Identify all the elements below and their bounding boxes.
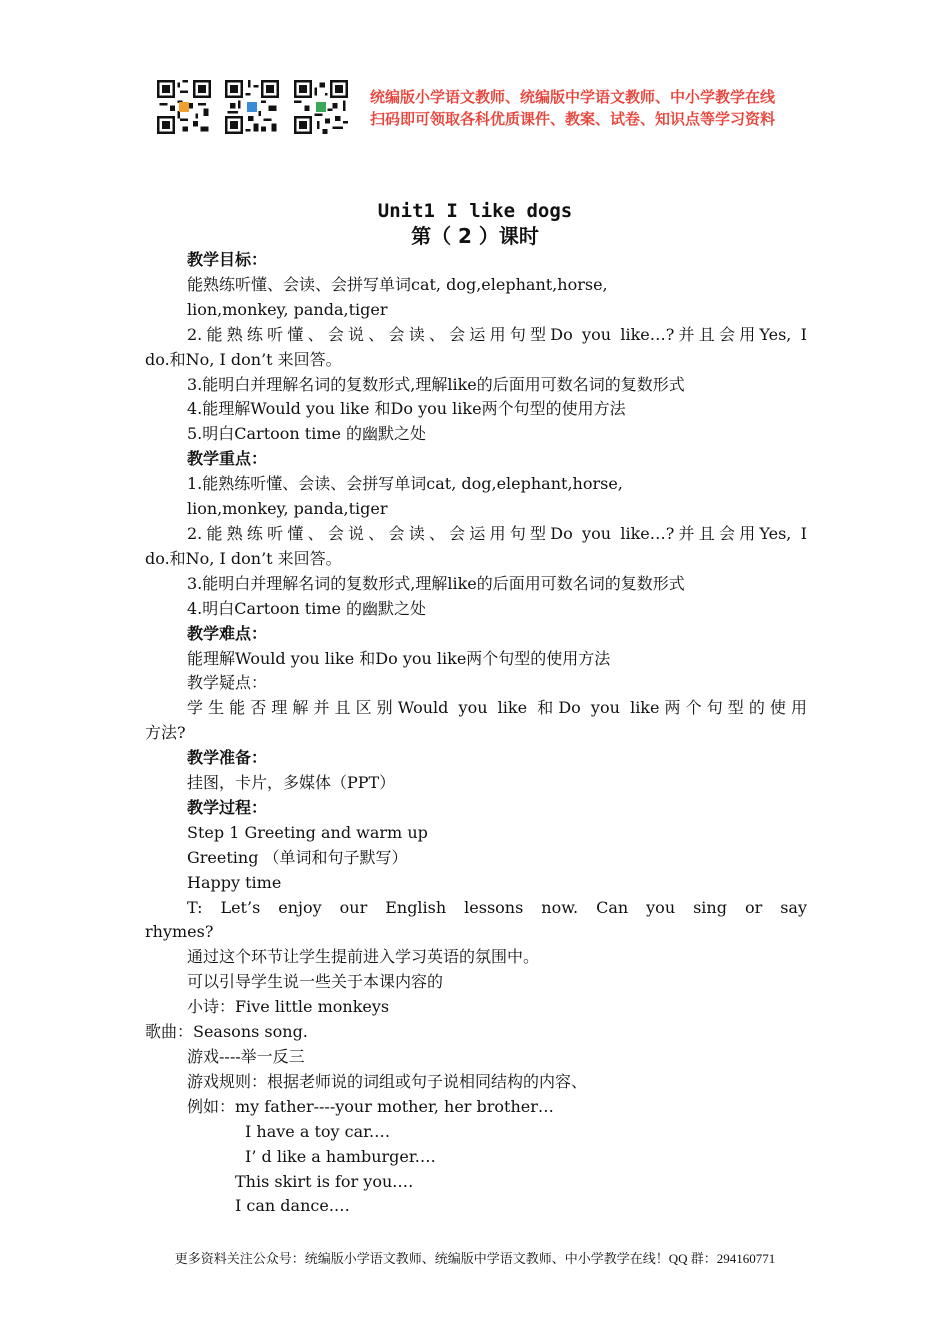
text-line: 4.能理解Would you like 和Do you like两个句型的使用方法	[187, 399, 626, 419]
text-line: 2.能熟练听懂、会说、会读、会运用句型Do you like…?并且会用Yes, I	[187, 324, 807, 344]
text-line: Happy time	[187, 872, 282, 892]
text-line: 3.能明白并理解名词的复数形式,理解like的后面用可数名词的复数形式	[187, 374, 685, 394]
text-line: 游戏规则：根据老师说的词组或句子说相同结构的内容、	[187, 1071, 588, 1091]
page-subtitle: 第（ 2 ）课时	[411, 224, 539, 248]
page-title: Unit1 I like dogs	[377, 200, 573, 222]
text-line: 2.能熟练听懂、会说、会读、会运用句型Do you like…?并且会用Yes, I	[187, 523, 807, 543]
text-line: 1.能熟练听懂、会读、会拼写单词cat, dog,elephant,horse,	[187, 474, 623, 494]
text-line: rhymes?	[145, 922, 214, 942]
text-line: 4.明白Cartoon time 的幽默之处	[187, 598, 427, 618]
text-line: I’ d like a hamburger.…	[245, 1146, 436, 1166]
text-line: 例如：my father----your mother, her brother…	[187, 1096, 554, 1116]
section-heading: 教学疑点：	[187, 673, 268, 693]
qr-code-icon	[294, 80, 348, 134]
section-heading: 教学过程：	[187, 797, 268, 817]
text-line: I can dance.…	[235, 1196, 350, 1216]
text-line: T: Let’s enjoy our English lessons now. Can you sing or say	[187, 897, 807, 917]
text-line: do.和No, I don’t 来回答。	[145, 349, 342, 369]
qr-code-icon	[157, 80, 211, 134]
text-line: This skirt is for you.…	[235, 1171, 414, 1191]
banner-line: 统编版小学语文教师、统编版中学语文教师、中小学教学在线	[370, 88, 776, 106]
text-line: 能理解Would you like 和Do you like两个句型的使用方法	[187, 648, 611, 668]
section-heading: 教学准备：	[187, 748, 268, 768]
text-line: I have a toy car.…	[245, 1121, 391, 1141]
text-line: 小诗：Five little monkeys	[187, 997, 390, 1017]
text-line: 方法?	[145, 723, 186, 743]
text-line: 歌曲：Seasons song.	[145, 1022, 308, 1042]
section-heading: 教学目标：	[187, 250, 268, 269]
text-line: Step 1 Greeting and warm up	[187, 822, 428, 842]
text-line: 挂图，卡片，多媒体（PPT）	[187, 773, 396, 793]
page-footer: 更多资料关注公众号：统编版小学语文教师、统编版中学语文教师、中小学教学在线！QQ 群：294160771	[174, 1251, 776, 1266]
text-line: 可以引导学生说一些关于本课内容的	[187, 972, 444, 992]
text-line: Greeting （单词和句子默写）	[187, 847, 408, 867]
qr-code-icon	[225, 80, 279, 134]
section-heading: 教学重点：	[187, 449, 268, 469]
text-line: lion,monkey, panda,tiger	[187, 499, 388, 519]
promo-banner	[370, 86, 830, 130]
text-line: 能熟练听懂、会读、会拼写单词cat, dog,elephant,horse,	[187, 274, 608, 294]
section-heading: 教学难点：	[187, 623, 268, 643]
document-body	[145, 248, 807, 1219]
text-line: do.和No, I don’t 来回答。	[145, 548, 342, 568]
text-line: 游戏----举一反三	[187, 1047, 305, 1066]
text-line: 3.能明白并理解名词的复数形式,理解like的后面用可数名词的复数形式	[187, 573, 685, 593]
text-line: lion,monkey, panda,tiger	[187, 299, 388, 319]
banner-line: 扫码即可领取各科优质课件、教案、试卷、知识点等学习资料	[370, 110, 776, 128]
text-line: 5.明白Cartoon time 的幽默之处	[187, 424, 427, 444]
text-line: 学生能否理解并且区别Would you like 和Do you like两个句型的使用	[187, 698, 807, 718]
text-line: 通过这个环节让学生提前进入学习英语的氛围中。	[187, 947, 540, 967]
